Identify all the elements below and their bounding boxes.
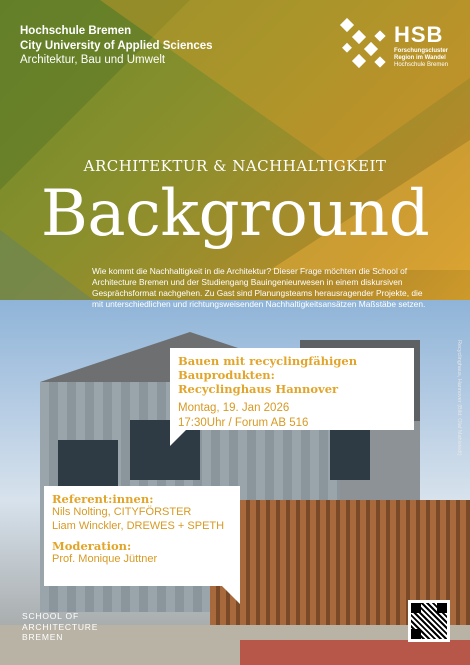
logo-sub-line: Region im Wandel bbox=[394, 55, 446, 61]
logo-subtitle bbox=[394, 48, 466, 69]
event-info-box bbox=[170, 348, 414, 430]
poster-title: Background bbox=[40, 177, 430, 251]
school-line: SCHOOL OF bbox=[22, 611, 79, 621]
department-name: Architektur, Bau und Umwelt bbox=[20, 54, 166, 66]
photo-credit-text: Recyclinghaus, Hannover (Bild: Olaf Mahlstedt) bbox=[456, 340, 462, 456]
building-window bbox=[330, 430, 370, 480]
school-line: BREMEN bbox=[22, 632, 64, 642]
logo-wordmark: HSB bbox=[394, 22, 444, 47]
intro-text: Wie kommt die Nachhaltigkeit in die Architektur? Dieser Frage möchten die School of Architecture Bremen und der Studiengang Bauingenieurwesen in einem diskursiven Gesprächsformat nachgehen. Zu Gast sind Planungsteams herausragender Projekte, die mit unterschiedlichen und richtungsweisenden Nachhaltigkeitsansätzen Maßstäbe setzen. bbox=[92, 266, 426, 309]
speech-bubble-tail bbox=[222, 586, 240, 604]
red-pavement bbox=[240, 640, 470, 665]
event-heading: Recyclinghaus Hannover bbox=[178, 382, 339, 396]
institution-subtitle: City University of Applied Sciences bbox=[20, 39, 213, 52]
speaker-name: Liam Winckler, DREWES + SPETH bbox=[52, 519, 225, 532]
qr-code-icon[interactable] bbox=[408, 600, 450, 642]
hsb-logo bbox=[338, 18, 466, 78]
hsb-mark-icon bbox=[338, 18, 390, 78]
moderator-name: Prof. Monique Jüttner bbox=[52, 553, 158, 565]
school-line: ARCHITECTURE bbox=[22, 621, 99, 632]
institution-name: Hochschule Bremen bbox=[20, 25, 132, 37]
speakers-box bbox=[44, 486, 240, 586]
series-kicker: ARCHITEKTUR & NACHHALTIGKEIT bbox=[83, 157, 387, 175]
photo-credit bbox=[452, 340, 462, 500]
event-time-place: 17:30Uhr / Forum AB 516 bbox=[178, 417, 309, 429]
event-date: Montag, 19. Jan 2026 bbox=[178, 402, 290, 414]
moderation-heading: Moderation: bbox=[52, 539, 132, 553]
logo-sub-line: Hochschule Bremen bbox=[394, 62, 449, 68]
speaker-name: Nils Nolting, CITYFÖRSTER bbox=[52, 506, 192, 518]
speech-bubble-tail bbox=[170, 430, 186, 446]
school-logo-text bbox=[22, 611, 98, 643]
institution-header bbox=[20, 24, 213, 68]
speakers-heading: Referent:innen: bbox=[52, 492, 154, 506]
event-heading: Bauen mit recyclingfähigen Bauprodukten: bbox=[178, 354, 358, 382]
logo-sub-line: Forschungscluster bbox=[394, 48, 449, 54]
